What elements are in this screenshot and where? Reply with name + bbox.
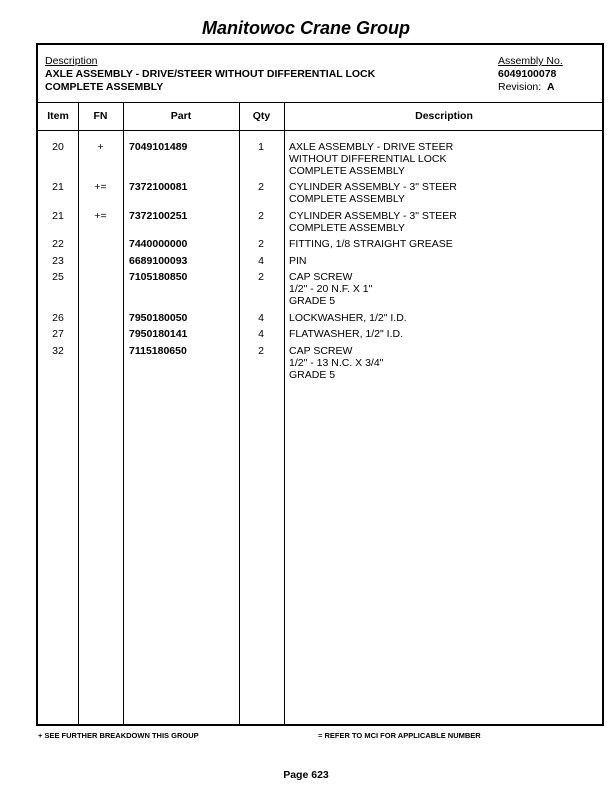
- part-number: 7105180850: [129, 271, 188, 283]
- part-number: 7440000000: [129, 238, 188, 250]
- part-description: [289, 271, 599, 307]
- description-label: Description: [45, 55, 98, 67]
- column-header-fn: FN: [93, 110, 108, 122]
- page-number: Page 623: [283, 769, 329, 781]
- description-line: COMPLETE ASSEMBLY: [289, 165, 405, 177]
- description-line: COMPLETE ASSEMBLY: [289, 193, 405, 205]
- quantity: 2: [258, 210, 264, 222]
- part-description: [289, 255, 599, 267]
- quantity: 2: [258, 238, 264, 250]
- item-number: 20: [52, 141, 64, 153]
- column-divider: [284, 103, 285, 724]
- description-line: LOCKWASHER, 1/2" I.D.: [289, 312, 407, 324]
- footnote-further-breakdown: + SEE FURTHER BREAKDOWN THIS GROUP: [38, 731, 199, 740]
- revision-label: Revision:: [498, 81, 542, 93]
- description-line: CYLINDER ASSEMBLY - 3" STEER: [289, 210, 457, 222]
- fn-code: +: [97, 141, 104, 153]
- description-line: COMPLETE ASSEMBLY: [289, 222, 405, 234]
- column-divider: [78, 103, 79, 724]
- quantity: 4: [258, 312, 264, 324]
- quantity: 4: [258, 255, 264, 267]
- parts-list-frame: [36, 43, 604, 726]
- item-number: 21: [52, 210, 64, 222]
- column-header-item: Item: [47, 110, 69, 122]
- quantity: 1: [258, 141, 264, 153]
- fn-code: +=: [94, 181, 107, 193]
- quantity: 2: [258, 181, 264, 193]
- description-line-2: COMPLETE ASSEMBLY: [45, 81, 164, 93]
- item-number: 22: [52, 238, 64, 250]
- description-line: 1/2" - 13 N.C. X 3/4": [289, 357, 384, 369]
- description-line: CAP SCREW: [289, 345, 353, 357]
- quantity: 4: [258, 328, 264, 340]
- footnote-refer-to-mci: = REFER TO MCI FOR APPLICABLE NUMBER: [318, 731, 481, 740]
- item-number: 27: [52, 328, 64, 340]
- description-line: AXLE ASSEMBLY - DRIVE STEER: [289, 141, 454, 153]
- item-number: 32: [52, 345, 64, 357]
- document-title: Manitowoc Crane Group: [201, 18, 410, 38]
- part-number: 7372100251: [129, 210, 188, 222]
- part-description: [289, 181, 599, 205]
- item-number: 25: [52, 271, 64, 283]
- part-number: 7372100081: [129, 181, 188, 193]
- part-description: [289, 328, 599, 340]
- description-line: FITTING, 1/8 STRAIGHT GREASE: [289, 238, 453, 250]
- fn-code: +=: [94, 210, 107, 222]
- item-number: 26: [52, 312, 64, 324]
- description-line: PIN: [289, 255, 307, 267]
- part-number: 7049101489: [129, 141, 188, 153]
- description-line: 1/2" - 20 N.F. X 1": [289, 283, 373, 295]
- description-line-1: AXLE ASSEMBLY - DRIVE/STEER WITHOUT DIFFERENTIAL LOCK: [45, 68, 376, 80]
- column-header-description: Description: [415, 110, 473, 122]
- part-description: [289, 210, 599, 234]
- quantity: 2: [258, 345, 264, 357]
- assembly-number-block: [498, 55, 563, 94]
- column-header-qty: Qty: [252, 110, 271, 122]
- part-description: [289, 141, 599, 177]
- assembly-number: 6049100078: [498, 68, 557, 80]
- revision: [498, 81, 563, 94]
- part-number: 7950180141: [129, 328, 188, 340]
- description-line: GRADE 5: [289, 295, 336, 307]
- part-description: [289, 312, 599, 324]
- assembly-header: [38, 45, 602, 103]
- description-line: CAP SCREW: [289, 271, 353, 283]
- description-line: FLATWASHER, 1/2" I.D.: [289, 328, 403, 340]
- item-number: 23: [52, 255, 64, 267]
- assembly-number-label: Assembly No.: [498, 55, 563, 67]
- description-line: CYLINDER ASSEMBLY - 3" STEER: [289, 181, 457, 193]
- part-description: [289, 345, 599, 381]
- quantity: 2: [258, 271, 264, 283]
- part-number: 7950180050: [129, 312, 188, 324]
- part-number: 7115180650: [129, 345, 187, 357]
- revision-value: A: [547, 81, 555, 93]
- column-divider: [239, 103, 240, 724]
- part-description: [289, 238, 599, 250]
- description-line: WITHOUT DIFFERENTIAL LOCK: [289, 153, 447, 165]
- assembly-description-block: [45, 55, 375, 94]
- column-divider: [123, 103, 124, 724]
- item-number: 21: [52, 181, 64, 193]
- part-number: 6689100093: [129, 255, 188, 267]
- description-line: GRADE 5: [289, 369, 336, 381]
- column-header-part: Part: [170, 110, 192, 122]
